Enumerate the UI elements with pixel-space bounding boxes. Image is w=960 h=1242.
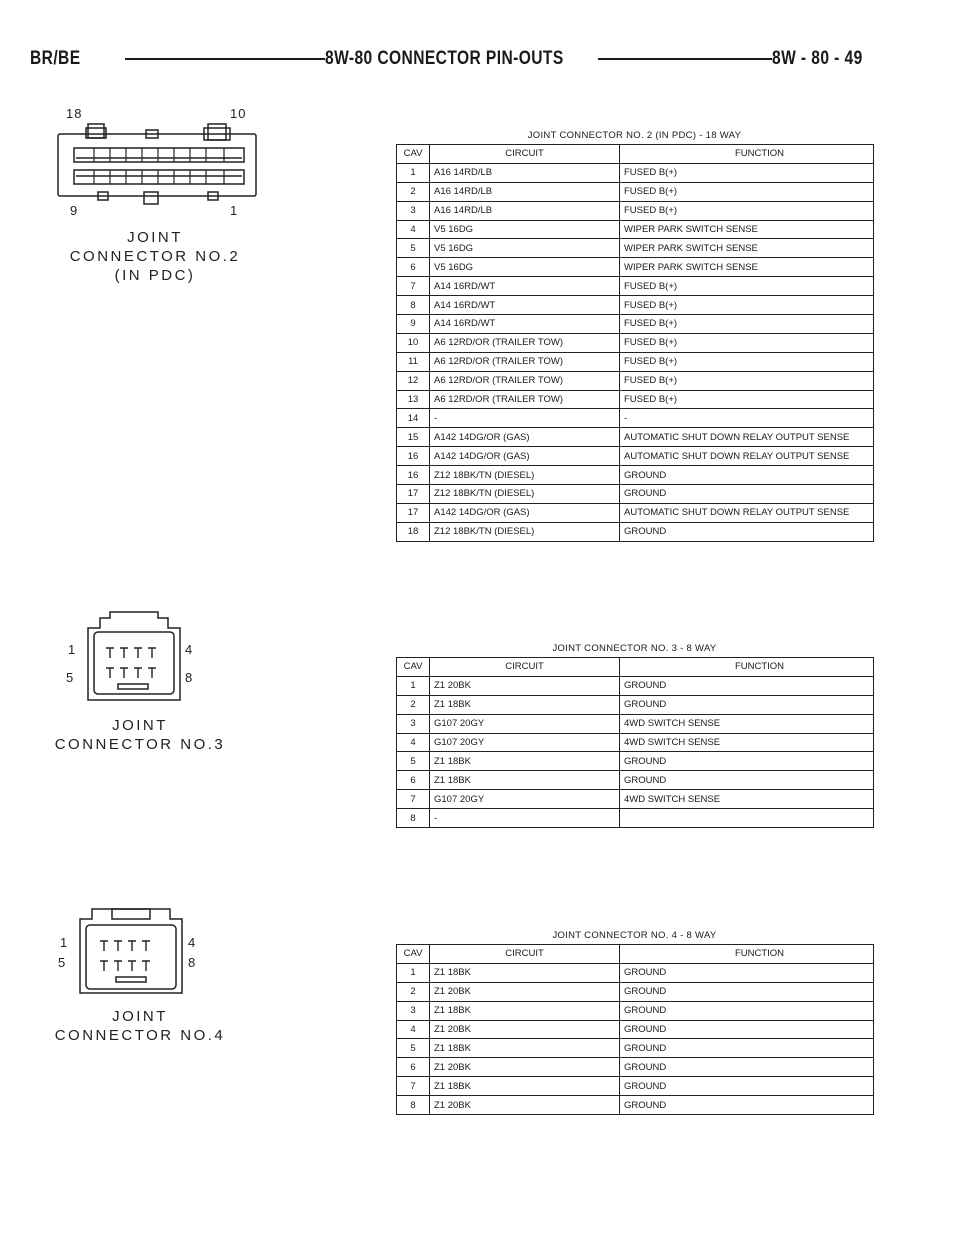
function-cell: FUSED B(+): [620, 315, 874, 334]
table-row: [397, 733, 874, 752]
pin-label-bottom-right: 8: [185, 670, 194, 685]
table-row: [397, 333, 874, 352]
table-row: [397, 258, 874, 277]
circuit-cell: A14 16RD/WT: [430, 296, 620, 315]
function-cell: GROUND: [620, 1058, 874, 1077]
circuit-cell: A142 14DG/OR (GAS): [430, 447, 620, 466]
table-row: [397, 1039, 874, 1058]
function-cell: GROUND: [620, 522, 874, 541]
table-row: [397, 676, 874, 695]
circuit-cell: Z1 20BK: [430, 676, 620, 695]
table-row: [397, 1058, 874, 1077]
table-row: [397, 771, 874, 790]
table-connector-3: [396, 642, 873, 828]
cav-cell: 9: [397, 315, 430, 334]
function-cell: GROUND: [620, 695, 874, 714]
cav-cell: 8: [397, 296, 430, 315]
circuit-cell: -: [430, 409, 620, 428]
col-header-function: FUNCTION: [620, 145, 874, 164]
col-header-circuit: CIRCUIT: [430, 145, 620, 164]
function-cell: 4WD SWITCH SENSE: [620, 714, 874, 733]
cav-cell: 4: [397, 1020, 430, 1039]
function-cell: 4WD SWITCH SENSE: [620, 790, 874, 809]
table-row: [397, 428, 874, 447]
connector-4-drawing: [40, 905, 270, 1005]
function-cell: FUSED B(+): [620, 371, 874, 390]
cav-cell: 3: [397, 201, 430, 220]
function-cell: GROUND: [620, 1020, 874, 1039]
table-row: [397, 296, 874, 315]
connector-4-caption: [40, 1007, 240, 1045]
circuit-cell: Z1 20BK: [430, 1020, 620, 1039]
cav-cell: 18: [397, 522, 430, 541]
caption-line: JOINT: [127, 229, 183, 246]
pin-label-top-right: 10: [230, 106, 247, 121]
circuit-cell: Z12 18BK/TN (DIESEL): [430, 485, 620, 504]
table-row: [397, 695, 874, 714]
circuit-cell: A6 12RD/OR (TRAILER TOW): [430, 390, 620, 409]
caption-line: JOINT: [112, 717, 168, 734]
page-header: [30, 44, 930, 74]
cav-cell: 16: [397, 466, 430, 485]
function-cell: FUSED B(+): [620, 390, 874, 409]
pin-label-top-right: 4: [188, 935, 197, 950]
cav-cell: 1: [397, 676, 430, 695]
cav-cell: 5: [397, 239, 430, 258]
table-row: [397, 390, 874, 409]
table-row: [397, 277, 874, 296]
cav-cell: 17: [397, 485, 430, 504]
table-connector-2: [396, 129, 873, 542]
circuit-cell: G107 20GY: [430, 714, 620, 733]
circuit-cell: V5 16DG: [430, 239, 620, 258]
header-rule-left: [125, 58, 340, 60]
pin-label-top-right: 4: [185, 642, 194, 657]
function-cell: GROUND: [620, 752, 874, 771]
function-cell: AUTOMATIC SHUT DOWN RELAY OUTPUT SENSE: [620, 503, 874, 522]
circuit-cell: A142 14DG/OR (GAS): [430, 428, 620, 447]
cav-cell: 12: [397, 371, 430, 390]
table-row: [397, 371, 874, 390]
connector-2-caption: [40, 228, 270, 285]
function-cell: AUTOMATIC SHUT DOWN RELAY OUTPUT SENSE: [620, 447, 874, 466]
circuit-cell: Z1 20BK: [430, 982, 620, 1001]
circuit-cell: G107 20GY: [430, 733, 620, 752]
pin-label-top-left: 1: [68, 642, 77, 657]
col-header-circuit: CIRCUIT: [430, 945, 620, 964]
circuit-cell: Z1 20BK: [430, 1058, 620, 1077]
table-row: [397, 352, 874, 371]
table-row: [397, 466, 874, 485]
cav-cell: 5: [397, 1039, 430, 1058]
col-header-function: FUNCTION: [620, 945, 874, 964]
cav-cell: 14: [397, 409, 430, 428]
function-cell: FUSED B(+): [620, 296, 874, 315]
function-cell: GROUND: [620, 1077, 874, 1096]
col-header-function: FUNCTION: [620, 658, 874, 677]
connector-3-caption: [40, 716, 240, 754]
connector-3-diagram: [40, 610, 270, 760]
table-row: [397, 163, 874, 182]
circuit-cell: Z1 18BK: [430, 1001, 620, 1020]
table-row: [397, 182, 874, 201]
function-cell: GROUND: [620, 676, 874, 695]
function-cell: WIPER PARK SWITCH SENSE: [620, 239, 874, 258]
table-row: [397, 1020, 874, 1039]
circuit-cell: A14 16RD/WT: [430, 277, 620, 296]
table-row: [397, 485, 874, 504]
circuit-cell: V5 16DG: [430, 220, 620, 239]
circuit-cell: Z1 18BK: [430, 695, 620, 714]
circuit-cell: G107 20GY: [430, 790, 620, 809]
cav-cell: 1: [397, 163, 430, 182]
table-row: [397, 752, 874, 771]
circuit-cell: Z1 18BK: [430, 963, 620, 982]
caption-line: JOINT: [112, 1008, 168, 1025]
circuit-cell: A16 14RD/LB: [430, 182, 620, 201]
cav-cell: 2: [397, 695, 430, 714]
col-header-circuit: CIRCUIT: [430, 658, 620, 677]
cav-cell: 15: [397, 428, 430, 447]
col-header-cav: CAV: [397, 145, 430, 164]
table-title: JOINT CONNECTOR NO. 3 - 8 WAY: [552, 643, 717, 654]
cav-cell: 3: [397, 1001, 430, 1020]
pin-label-top-left: 18: [66, 106, 83, 121]
header-rule-right: [598, 58, 788, 60]
table-connector-4: [396, 929, 873, 1115]
circuit-cell: Z12 18BK/TN (DIESEL): [430, 522, 620, 541]
caption-line: CONNECTOR NO.4: [54, 1027, 226, 1044]
table-row: [397, 503, 874, 522]
cav-cell: 6: [397, 771, 430, 790]
circuit-cell: A6 12RD/OR (TRAILER TOW): [430, 352, 620, 371]
function-cell: FUSED B(+): [620, 201, 874, 220]
circuit-cell: A14 16RD/WT: [430, 315, 620, 334]
function-cell: GROUND: [620, 1096, 874, 1115]
circuit-cell: A6 12RD/OR (TRAILER TOW): [430, 371, 620, 390]
cav-cell: 2: [397, 182, 430, 201]
pin-label-bottom-left: 5: [58, 955, 67, 970]
table-row: [397, 1077, 874, 1096]
cav-cell: 4: [397, 220, 430, 239]
pinout-table: [396, 144, 874, 542]
table-row: [397, 201, 874, 220]
table-row: [397, 409, 874, 428]
connector-4-diagram: [40, 905, 270, 1055]
circuit-cell: Z12 18BK/TN (DIESEL): [430, 466, 620, 485]
table-title: JOINT CONNECTOR NO. 2 (IN PDC) - 18 WAY: [527, 130, 742, 141]
col-header-cav: CAV: [397, 945, 430, 964]
pinout-table: [396, 657, 874, 828]
table-row: [397, 1096, 874, 1115]
cav-cell: 4: [397, 733, 430, 752]
caption-line: (IN PDC): [114, 267, 196, 284]
circuit-cell: A6 12RD/OR (TRAILER TOW): [430, 333, 620, 352]
table-header-row: [397, 145, 874, 164]
pin-label-bottom-left: 5: [66, 670, 75, 685]
table-header-row: [397, 945, 874, 964]
function-cell: FUSED B(+): [620, 352, 874, 371]
function-cell: GROUND: [620, 466, 874, 485]
function-cell: WIPER PARK SWITCH SENSE: [620, 220, 874, 239]
header-model: BR/BE: [30, 44, 81, 74]
function-cell: FUSED B(+): [620, 277, 874, 296]
header-section-title: 8W-80 CONNECTOR PIN-OUTS: [325, 44, 564, 74]
pin-label-bottom-left: 9: [70, 203, 79, 218]
cav-cell: 2: [397, 982, 430, 1001]
table-row: [397, 239, 874, 258]
function-cell: GROUND: [620, 485, 874, 504]
table-row: [397, 315, 874, 334]
function-cell: WIPER PARK SWITCH SENSE: [620, 258, 874, 277]
pin-label-top-left: 1: [60, 935, 69, 950]
cav-cell: 16: [397, 447, 430, 466]
cav-cell: 7: [397, 790, 430, 809]
connector-2-diagram: [40, 100, 270, 300]
function-cell: GROUND: [620, 982, 874, 1001]
circuit-cell: Z1 18BK: [430, 752, 620, 771]
cav-cell: 6: [397, 258, 430, 277]
table-row: [397, 220, 874, 239]
caption-line: CONNECTOR NO.3: [54, 736, 226, 753]
function-cell: FUSED B(+): [620, 182, 874, 201]
connector-3-drawing: [40, 610, 270, 710]
function-cell: GROUND: [620, 1001, 874, 1020]
table-row: [397, 809, 874, 828]
table-row: [397, 982, 874, 1001]
table-row: [397, 522, 874, 541]
cav-cell: 6: [397, 1058, 430, 1077]
circuit-cell: V5 16DG: [430, 258, 620, 277]
cav-cell: 7: [397, 277, 430, 296]
cav-cell: 11: [397, 352, 430, 371]
col-header-cav: CAV: [397, 658, 430, 677]
cav-cell: 8: [397, 1096, 430, 1115]
table-row: [397, 714, 874, 733]
pin-label-bottom-right: 8: [188, 955, 197, 970]
circuit-cell: Z1 20BK: [430, 1096, 620, 1115]
circuit-cell: A16 14RD/LB: [430, 201, 620, 220]
table-title: JOINT CONNECTOR NO. 4 - 8 WAY: [552, 930, 717, 941]
function-cell: [620, 809, 874, 828]
function-cell: FUSED B(+): [620, 163, 874, 182]
pin-label-bottom-right: 1: [230, 203, 239, 218]
table-header-row: [397, 658, 874, 677]
function-cell: AUTOMATIC SHUT DOWN RELAY OUTPUT SENSE: [620, 428, 874, 447]
caption-line: CONNECTOR NO.2: [69, 248, 241, 265]
function-cell: GROUND: [620, 963, 874, 982]
cav-cell: 7: [397, 1077, 430, 1096]
table-row: [397, 790, 874, 809]
cav-cell: 8: [397, 809, 430, 828]
pinout-table: [396, 944, 874, 1115]
table-row: [397, 447, 874, 466]
function-cell: -: [620, 409, 874, 428]
circuit-cell: A16 14RD/LB: [430, 163, 620, 182]
table-row: [397, 1001, 874, 1020]
header-page-number: 8W - 80 - 49: [772, 44, 863, 74]
circuit-cell: Z1 18BK: [430, 1039, 620, 1058]
cav-cell: 13: [397, 390, 430, 409]
cav-cell: 10: [397, 333, 430, 352]
connector-2-drawing: [40, 100, 270, 220]
function-cell: FUSED B(+): [620, 333, 874, 352]
circuit-cell: A142 14DG/OR (GAS): [430, 503, 620, 522]
function-cell: GROUND: [620, 1039, 874, 1058]
function-cell: GROUND: [620, 771, 874, 790]
table-row: [397, 963, 874, 982]
cav-cell: 17: [397, 503, 430, 522]
circuit-cell: Z1 18BK: [430, 1077, 620, 1096]
function-cell: 4WD SWITCH SENSE: [620, 733, 874, 752]
circuit-cell: Z1 18BK: [430, 771, 620, 790]
circuit-cell: -: [430, 809, 620, 828]
cav-cell: 3: [397, 714, 430, 733]
cav-cell: 1: [397, 963, 430, 982]
cav-cell: 5: [397, 752, 430, 771]
